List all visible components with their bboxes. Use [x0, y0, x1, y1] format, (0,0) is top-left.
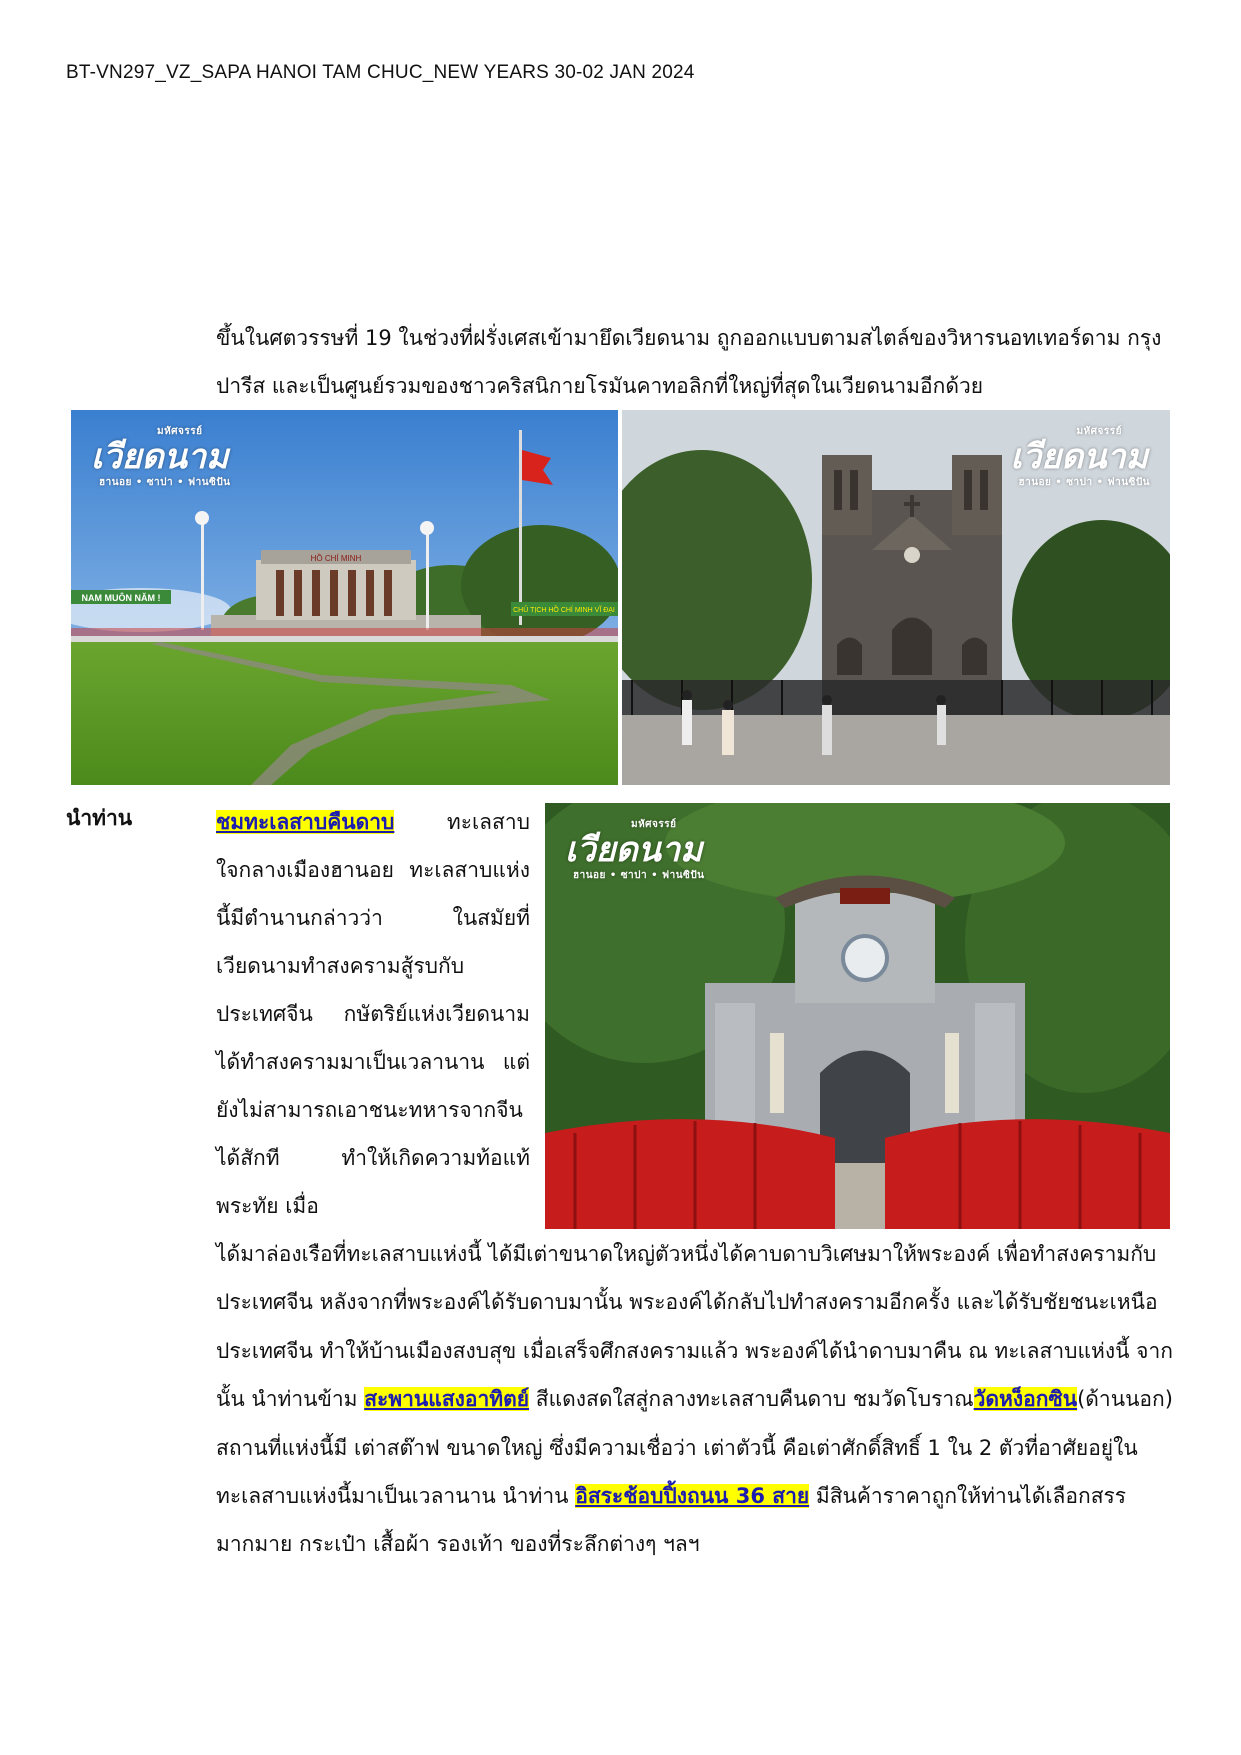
mausoleum-photo	[71, 410, 618, 785]
cathedral-photo	[622, 410, 1170, 785]
banner-left: NAM MUÔN NĂM !	[81, 593, 161, 603]
intro-paragraph: ขึ้นในศตวรรษที่ 19 ในช่วงที่ฝรั่งเศสเข้ามายึดเวียดนาม ถูกออกแบบตามสไตล์ของวิหารนอทเทอร์ดาม กรุงปารีส และเป็นศูนย์รวมของชาวคริสนิกายโรมันคาทอลิกที่ใหญ่ที่สุดในเวียดนามอีกด้วย	[216, 326, 1162, 398]
ngoc-son-photo	[545, 803, 1170, 1229]
section-label: นำท่าน	[66, 806, 133, 830]
document-header: BT-VN297_VZ_SAPA HANOI TAM CHUC_NEW YEARS 30-02 JAN 2024	[66, 62, 695, 83]
main-paragraph	[216, 1230, 1178, 1569]
highlight-36-streets: อิสระช้อบปิ้งถนน 36 สาย	[575, 1484, 810, 1509]
brand-logo-3: มหัศจรรย์ เวียดนาม ฮานอย • ซาปา • ฟานซิปัน	[565, 819, 705, 881]
main-text-1: ได้มาล่องเรือที่ทะเลสาบแห่งนี้ ได้มีเต่าขนาดใหญ่ตัวหนึ่งได้คาบดาบวิเศษมาให้พระองค์ เพื่อทำสงครามกับประเทศจีน หลังจากที่พระองค์ได้รับดาบมานั้น พระองค์ได้กลับไปทำสงครามอีกครั้ง และได้รับชัยชนะเหนือประเทศจีน ทำให้บ้านเมืองสงบสุข เมื่อเสร็จศึกสงครามแล้ว พระองค์ได้นำดาบมาคืน ณ ทะเลสาบแห่งนี้ จากนั้น นำท่านข้าม	[216, 1242, 1173, 1412]
main-text-3: (ด้านนอก) สถานที่แห่งนี้มี เต่าสต๊าฟ ขนาดใหญ่ ซึ่งมีความเชื่อว่า เต่าตัวนี้ คือเต่าศักดิ์สิทธิ์ 1 ใน 2 ตัวที่อาศัยอยู่ในทะเลสาบแห่งนี้มาเป็นเวลานาน นำท่าน	[216, 1387, 1173, 1509]
brand-logo-2: มหัศจรรย์ เวียดนาม ฮานอย • ซาปา • ฟานซิปัน	[1010, 426, 1150, 488]
brand-logo-1: มหัศจรรย์ เวียดนาม ฮานอย • ซาปา • ฟานซิปัน	[91, 426, 231, 488]
hoan-kiem-text: ทะเลสาบใจกลางเมืองฮานอย ทะเลสาบแห่งนี้มีตำนานกล่าวว่า ในสมัยที่เวียดนามทำสงครามสู้รบกับประเทศจีน กษัตริย์แห่งเวียดนามได้ทำสงครามมาเป็นเวลานาน แต่ยังไม่สามารถเอาชนะทหารจากจีนได้สักที ทำให้เกิดความท้อแท้พระทัย เมื่อ	[216, 810, 530, 1218]
highlight-hoan-kiem: ชมทะเลสาบคืนดาบ	[216, 810, 395, 834]
mausoleum-sign: HỒ CHÍ MINH	[310, 554, 362, 563]
banner-right: CHỦ TỊCH HỒ CHÍ MINH VĨ ĐẠI	[513, 607, 615, 614]
hoan-kiem-paragraph	[216, 798, 530, 1230]
main-text-2: สีแดงสดใสสู่กลางทะเลสาบคืนดาบ ชมวัดโบราณ	[529, 1387, 974, 1412]
highlight-the-huc-bridge: สะพานแสงอาทิตย์	[364, 1387, 530, 1412]
highlight-ngoc-son-temple: วัดหง็อกซิน	[973, 1387, 1078, 1412]
main-text-4: มีสินค้าราคาถูกให้ท่านได้เลือกสรรมากมาย กระเป๋า เสื้อผ้า รองเท้า ของที่ระลึกต่างๆ ฯลฯ	[216, 1484, 1127, 1557]
